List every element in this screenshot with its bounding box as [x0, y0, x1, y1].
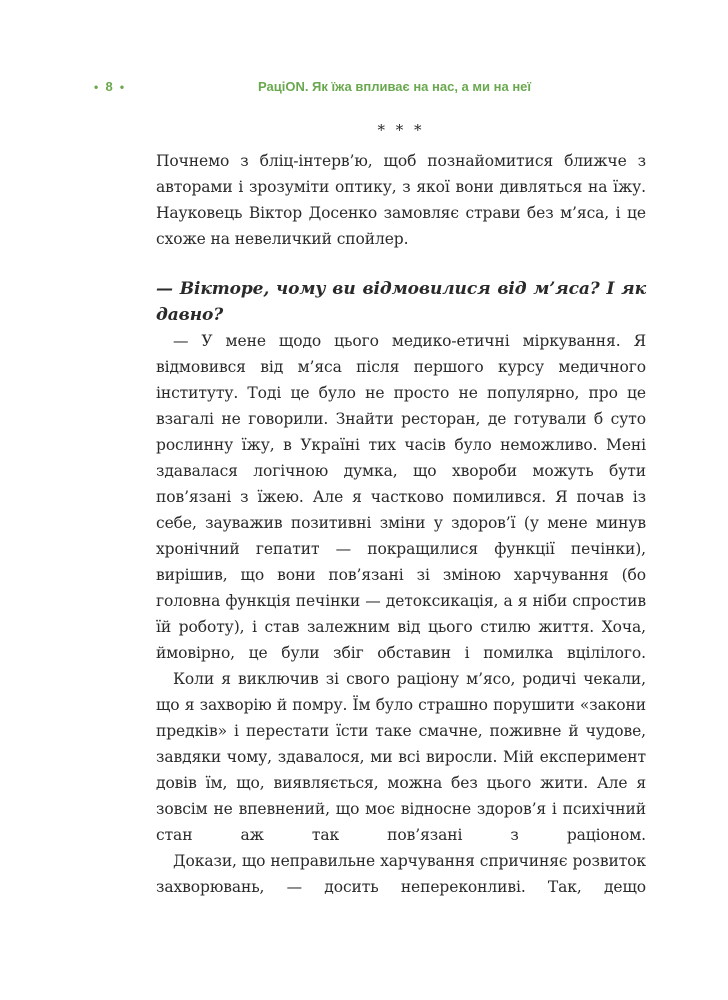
- page-header: [0, 79, 728, 99]
- answer-paragraph-3: Докази, що неправильне харчування спричиняє розвиток захворювань, — досить непереконливі. Так, дещо: [156, 852, 646, 896]
- running-title: РаціON. Як їжа впливає на нас, а ми на неї: [258, 79, 532, 94]
- intro-paragraph: Почнемо з бліц-інтерв’ю, щоб познайомитися ближче з авторами і зрозуміти оптику, з якої вони дивляться на їжу. Науковець Віктор Досенко замовляє страви без м’яса, і це схоже на невеличкий спойлер.: [156, 152, 646, 248]
- page-body: [156, 120, 646, 900]
- spacer: [156, 252, 646, 276]
- page-number: 8: [105, 79, 113, 94]
- answer-paragraph-2: Коли я виключив зі свого раціону м’ясо, родичі чекали, що я захворію й помру. Їм було страшно порушити «закони предків» і перестати їсти таке смачне, поживне й чудове, завдяки чому, здавалося, ми всі виросли. Мій експеримент довів їм, що, виявляється, можна без цього жити. Але я зовсім не впевнений, що моє відносне здоров’я і психічний стан аж так пов’язані з раціоном.: [156, 670, 646, 844]
- bullet-icon: •: [119, 80, 125, 94]
- section-separator: * * *: [377, 121, 425, 139]
- page-number-group: [94, 79, 124, 94]
- bullet-icon: •: [94, 80, 99, 94]
- answer-paragraph-1: — У мене щодо цього медико-етичні міркування. Я відмовився від м’яса після першого курсу медичного інституту. Тоді це було не просто не популярно, про це взагалі не говорили. Знайти ресторан, де готували б суто рослинну їжу, в Україні тих часів було неможливо. Мені здавалася логічною думка, що хвороби можуть бути пов’язані з їжею. Але я частково помилився. Я почав із себе, зауважив позитивні зміни у здоров’ї (у мене минув хронічний гепатит — покращилися функції печінки), вирішив, що вони пов’язані зі зміною харчування (бо головна функція печінки — детоксикація, а я ніби спростив їй роботу), і став залежним від цього стилю життя. Хоча, ймовірно, це були збіг обставин і помилка вцілілого.: [156, 332, 646, 662]
- interview-question: — Вікторе, чому ви відмовилися від м’яса? І як давно?: [156, 279, 646, 325]
